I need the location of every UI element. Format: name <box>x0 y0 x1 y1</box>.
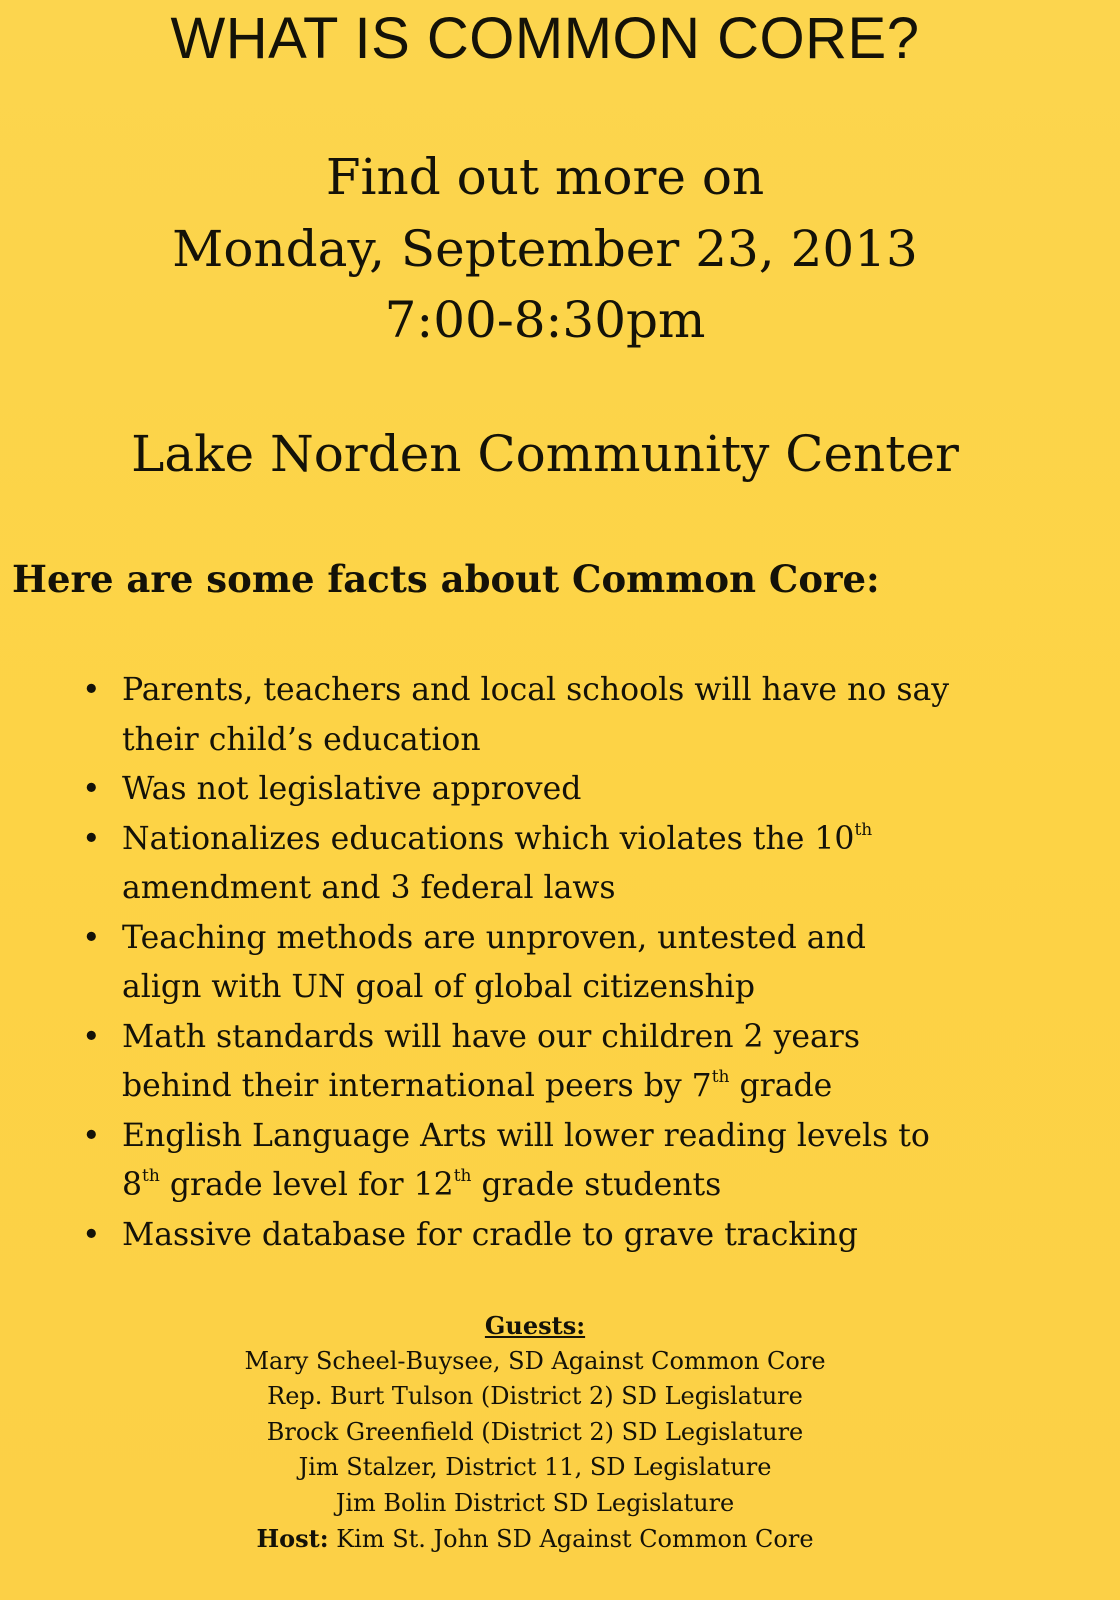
fact-item <box>76 1211 1106 1261</box>
fact-text <box>122 1019 860 1105</box>
event-venue: Lake Norden Community Center <box>131 425 959 483</box>
facts-heading: Here are some facts about Common Core: <box>12 557 880 601</box>
fact-text: Massive database for cradle to grave tracking <box>122 1216 858 1253</box>
bullet-icon: • <box>82 820 101 857</box>
host-label: Host: <box>256 1524 329 1553</box>
guest-entry: Jim Bolin District SD Legislature <box>335 1488 735 1517</box>
event-date: Monday, September 23, 2013 <box>172 220 918 278</box>
fact-item <box>76 1112 1106 1211</box>
guest-entry: Rep. Burt Tulson (District 2) SD Legislature <box>267 1382 803 1410</box>
event-time: 7:00-8:30pm <box>384 291 706 349</box>
bullet-icon: • <box>82 672 101 708</box>
guest-entry: Mary Scheel-Buysee, SD Against Common Core <box>244 1346 826 1375</box>
fact-item <box>76 765 1106 815</box>
ordinal-suffix: th <box>854 819 873 840</box>
guest-entry: Jim Stalzer, District 11, SD Legislature <box>298 1453 772 1481</box>
fact-text: Parents, teachers and local schools will have no say their child’s education <box>122 672 950 758</box>
fact-item <box>76 666 1106 765</box>
guests-section <box>90 1308 980 1558</box>
fact-text-part: English Language Arts will lower reading levels to 8 <box>122 1117 930 1203</box>
flyer-title: WHAT IS COMMON CORE? <box>170 6 920 71</box>
fact-item <box>76 1013 1106 1112</box>
fact-text-part: grade <box>729 1068 833 1104</box>
fact-text-part: Math standards will have our children 2 years behind their international peers by 7 <box>122 1018 861 1104</box>
guest-entry: Brock Greenfield (District 2) SD Legislature <box>266 1417 804 1446</box>
fact-text-part: Nationalizes educations which violates the 10 <box>122 820 855 857</box>
ordinal-suffix: th <box>711 1067 730 1087</box>
fact-text: Was not legislative approved <box>122 771 582 807</box>
fact-text-part: grade students <box>471 1167 722 1203</box>
bullet-icon: • <box>82 1117 101 1154</box>
ordinal-suffix: th <box>142 1166 160 1186</box>
fact-text-part: amendment and 3 federal laws <box>122 870 616 906</box>
fact-text <box>122 1118 930 1204</box>
find-out-more-text: Find out more on <box>325 148 765 206</box>
host-entry <box>90 1521 980 1558</box>
fact-text <box>122 821 872 907</box>
ordinal-suffix: th <box>453 1166 472 1186</box>
fact-text: Teaching methods are unproven, untested and align with UN goal of global citizenship <box>122 919 866 1005</box>
bullet-icon: • <box>82 771 101 807</box>
fact-item <box>76 815 1106 914</box>
bullet-icon: • <box>82 1216 101 1253</box>
guests-heading: Guests: <box>484 1311 586 1340</box>
bullet-icon: • <box>82 1018 101 1055</box>
fact-text-part: grade level for 12 <box>159 1167 454 1203</box>
bullet-icon: • <box>82 919 101 956</box>
fact-item <box>76 914 1106 1013</box>
host-name: Kim St. John SD Against Common Core <box>328 1525 814 1553</box>
facts-list <box>76 666 1106 1260</box>
